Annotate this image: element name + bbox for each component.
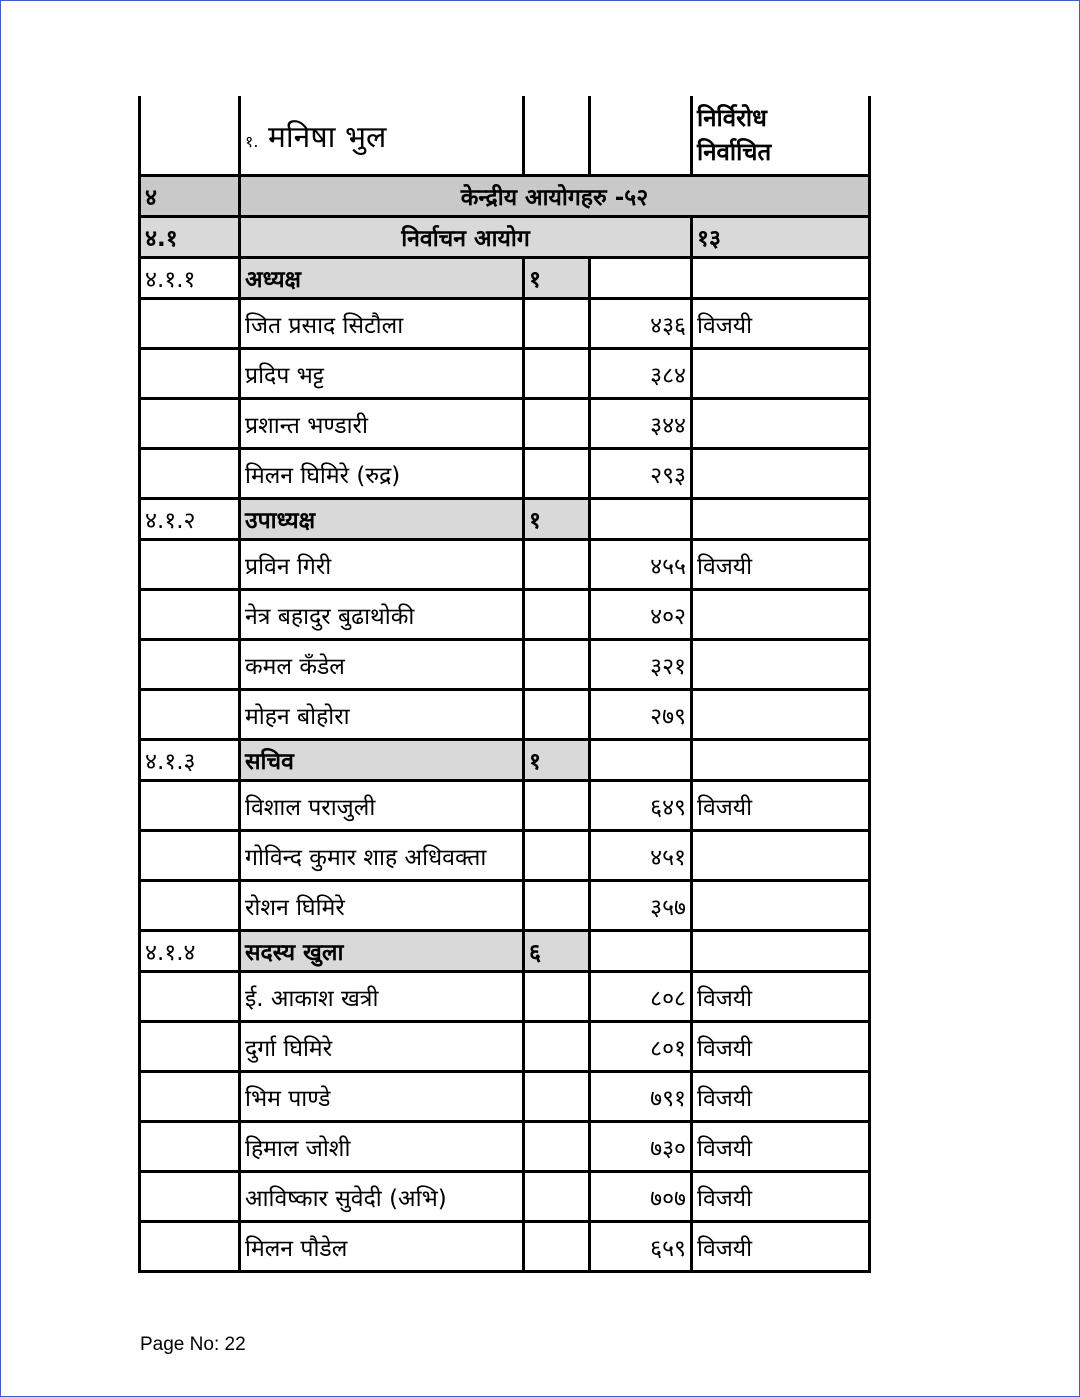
code-cell: [140, 781, 240, 831]
post-row: [140, 499, 870, 540]
result-cell: [692, 931, 870, 972]
candidate-votes: ८०१: [590, 1022, 692, 1072]
code-cell: [140, 831, 240, 881]
candidate-votes: ७९१: [590, 1072, 692, 1122]
candidate-result: [692, 881, 870, 931]
post-title: अध्यक्ष: [240, 258, 524, 299]
candidate-result: [692, 690, 870, 740]
post-code: ४.१.२: [140, 499, 240, 540]
seats-cell: [524, 449, 590, 499]
candidate-name: रोशन घिमिरे: [240, 881, 524, 931]
candidate-votes: ३२१: [590, 640, 692, 690]
code-cell: [140, 1122, 240, 1172]
candidate-result: [692, 399, 870, 449]
candidate-votes: ३५७: [590, 881, 692, 931]
votes-cell: [590, 258, 692, 299]
category-title: केन्द्रीय आयोगहरु -५२: [240, 176, 870, 217]
post-title: सदस्य खुला: [240, 931, 524, 972]
seats-cell: [524, 690, 590, 740]
seats-cell: [524, 590, 590, 640]
candidate-votes: २९३: [590, 449, 692, 499]
candidate-votes: ६५९: [590, 1222, 692, 1272]
code-cell: [140, 349, 240, 399]
result-line-1: निर्विरोध: [697, 104, 767, 132]
candidate-row: [140, 881, 870, 931]
category-row: [140, 176, 870, 217]
candidate-result: [692, 590, 870, 640]
candidate-result: [692, 831, 870, 881]
result-line-2: निर्वाचित: [697, 138, 772, 166]
code-cell: [140, 690, 240, 740]
candidate-name: हिमाल जोशी: [240, 1122, 524, 1172]
candidate-row: [140, 349, 870, 399]
candidate-result: विजयी: [692, 299, 870, 349]
candidate-row: [140, 972, 870, 1022]
votes-cell: [590, 499, 692, 540]
code-cell: [140, 449, 240, 499]
candidate-result: [692, 640, 870, 690]
candidate-votes: ४०२: [590, 590, 692, 640]
candidate-row: [140, 1172, 870, 1222]
post-row: [140, 931, 870, 972]
candidate-name: गोविन्द कुमार शाह अधिवक्ता: [240, 831, 524, 881]
candidate-row: [140, 781, 870, 831]
seats-cell: [524, 1122, 590, 1172]
result-cell: [692, 740, 870, 781]
candidate-votes: ४५५: [590, 540, 692, 590]
serial-number: १.: [245, 131, 259, 151]
seats-cell: [524, 399, 590, 449]
code-cell: [140, 590, 240, 640]
candidate-votes: ७०७: [590, 1172, 692, 1222]
seats-cell: [524, 640, 590, 690]
code-cell: [140, 1172, 240, 1222]
post-seats: १: [524, 258, 590, 299]
code-cell: [140, 540, 240, 590]
votes-cell: [590, 931, 692, 972]
candidate-row: [140, 399, 870, 449]
candidate-name: भिम पाण्डे: [240, 1072, 524, 1122]
candidate-row: [140, 690, 870, 740]
post-code: ४.१.३: [140, 740, 240, 781]
candidate-result: विजयी: [692, 781, 870, 831]
candidate-name: नेत्र बहादुर बुढाथोकी: [240, 590, 524, 640]
seats-cell: [524, 831, 590, 881]
result-cell: [692, 96, 870, 176]
candidate-name: मोहन बोहोरा: [240, 690, 524, 740]
candidate-result: [692, 449, 870, 499]
post-title: उपाध्यक्ष: [240, 499, 524, 540]
candidate-row: [140, 1072, 870, 1122]
candidate-row: [140, 640, 870, 690]
code-cell: [140, 881, 240, 931]
candidate-votes: ७३०: [590, 1122, 692, 1172]
candidate-row: [140, 540, 870, 590]
commission-row: [140, 217, 870, 258]
post-code: ४.१.१: [140, 258, 240, 299]
candidate-name: मिलन घिमिरे (रुद्र): [240, 449, 524, 499]
candidate-result: विजयी: [692, 1222, 870, 1272]
candidate-name: आविष्कार सुवेदी (अभि): [240, 1172, 524, 1222]
seats-cell: [524, 972, 590, 1022]
candidate-result: [692, 349, 870, 399]
post-row: [140, 258, 870, 299]
post-seats: ६: [524, 931, 590, 972]
candidate-row: [140, 449, 870, 499]
seats-cell: [524, 1072, 590, 1122]
candidate-name-cell: [240, 96, 524, 176]
candidate-result: विजयी: [692, 540, 870, 590]
candidate-name: विशाल पराजुली: [240, 781, 524, 831]
page-number: Page No: 22: [140, 1334, 246, 1355]
candidate-result: विजयी: [692, 1022, 870, 1072]
candidate-name: प्रशान्त भण्डारी: [240, 399, 524, 449]
seats-cell: [524, 781, 590, 831]
candidate-votes: ४३६: [590, 299, 692, 349]
candidate-name: ई. आकाश खत्री: [240, 972, 524, 1022]
seats-cell: [524, 1222, 590, 1272]
seats-cell: [524, 881, 590, 931]
candidate-result: विजयी: [692, 1072, 870, 1122]
code-cell: [140, 972, 240, 1022]
category-code: ४: [140, 176, 240, 217]
candidate-votes: ३४४: [590, 399, 692, 449]
code-cell: [140, 1072, 240, 1122]
candidate-row: [140, 1222, 870, 1272]
candidate-name: प्रविन गिरी: [240, 540, 524, 590]
candidate-votes: ८०८: [590, 972, 692, 1022]
result-cell: [692, 258, 870, 299]
code-cell: [140, 299, 240, 349]
votes-cell: [590, 96, 692, 176]
election-results-table: [138, 96, 871, 1273]
candidate-name: प्रदिप भट्ट: [240, 349, 524, 399]
candidate-row: [140, 831, 870, 881]
commission-seats: १३: [692, 217, 870, 258]
candidate-row: [140, 1022, 870, 1072]
candidate-row: [140, 1122, 870, 1172]
candidate-result: विजयी: [692, 972, 870, 1022]
candidate-name: मनिषा भुल: [267, 119, 387, 155]
candidate-result: विजयी: [692, 1172, 870, 1222]
seats-cell: [524, 540, 590, 590]
candidate-row: [140, 590, 870, 640]
code-cell: [140, 1222, 240, 1272]
post-code: ४.१.४: [140, 931, 240, 972]
candidate-votes: ३८४: [590, 349, 692, 399]
seats-cell: [524, 349, 590, 399]
candidate-name: कमल कँडेल: [240, 640, 524, 690]
post-seats: १: [524, 740, 590, 781]
post-seats: १: [524, 499, 590, 540]
seats-cell: [524, 1172, 590, 1222]
candidate-name: जित प्रसाद सिटौला: [240, 299, 524, 349]
seats-cell: [524, 299, 590, 349]
candidate-result: विजयी: [692, 1122, 870, 1172]
candidate-row: [140, 299, 870, 349]
votes-cell: [590, 740, 692, 781]
candidate-votes: २७९: [590, 690, 692, 740]
commission-code: ४.१: [140, 217, 240, 258]
code-cell: [140, 1022, 240, 1072]
code-cell: [140, 399, 240, 449]
candidate-name: दुर्गा घिमिरे: [240, 1022, 524, 1072]
commission-title: निर्वाचन आयोग: [240, 217, 692, 258]
result-cell: [692, 499, 870, 540]
table-row: [140, 96, 870, 176]
seats-cell: [524, 1022, 590, 1072]
code-cell: [140, 640, 240, 690]
post-row: [140, 740, 870, 781]
post-title: सचिव: [240, 740, 524, 781]
candidate-votes: ४५१: [590, 831, 692, 881]
seats-cell: [524, 96, 590, 176]
candidate-name: मिलन पौडेल: [240, 1222, 524, 1272]
code-cell: [140, 96, 240, 176]
candidate-votes: ६४९: [590, 781, 692, 831]
